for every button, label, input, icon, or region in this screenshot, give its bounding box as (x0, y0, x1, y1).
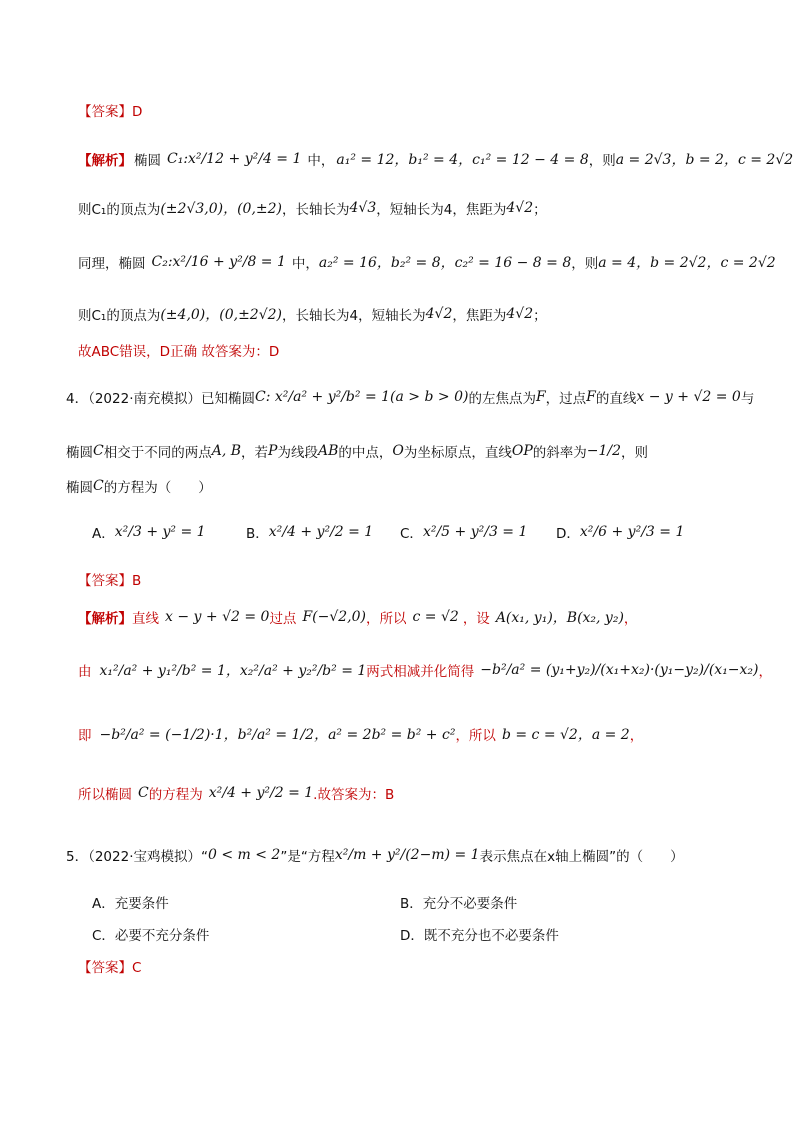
q4-solution-line-4 (78, 780, 394, 806)
option-expr: x²/3 + y² = 1 (114, 524, 206, 540)
q4-stem-line-2 (66, 438, 648, 464)
math-expr: (±2√3,0)，(0,±2) (160, 201, 283, 217)
q4-solution-line-2 (78, 656, 772, 684)
answer-text: 【答案】D (78, 104, 143, 120)
math-expr: a = 4，b = 2√2，c = 2√2 (598, 255, 776, 271)
text: 的直线 (595, 391, 637, 407)
text: ； (533, 308, 547, 324)
text: ， (623, 611, 638, 627)
solution-line-3 (78, 250, 776, 274)
text: 为线段 (277, 445, 318, 461)
text: 中， (291, 256, 319, 272)
text: ，长轴长为4，短轴长为 (282, 308, 426, 324)
q4-option-d[interactable] (556, 522, 684, 542)
text: ，长轴长为 (282, 202, 350, 218)
solution-tag: 【解析】 (78, 611, 132, 627)
math-expr: 4√3 (349, 200, 377, 216)
answer-q3 (78, 100, 142, 120)
q5-option-b[interactable] (400, 892, 517, 912)
q4-solution-line-1 (78, 604, 637, 630)
math-var: O (392, 443, 404, 459)
math-expr: x²/m + y²/(2−m) = 1 (334, 847, 480, 863)
math-expr: F(−√2,0) (302, 609, 366, 625)
solution-line-4 (78, 302, 547, 326)
answer-q5 (78, 956, 141, 976)
math-expr: 4√2 (506, 306, 534, 322)
text: 4．（2022·南充模拟）已知椭圆 (66, 391, 255, 407)
text: 则C₁的顶点为 (78, 202, 161, 218)
text: ，短轴长为4，焦距为 (376, 202, 507, 218)
math-expr: −1/2 (586, 443, 622, 459)
text: ”是“方程 (280, 849, 335, 865)
math-expr: x₁²/a² + y₁²/b² = 1，x₂²/a² + y₂²/b² = 1 (99, 663, 367, 679)
q4-stem-line-3 (66, 474, 212, 498)
text: 为坐标原点，直线 (403, 445, 512, 461)
answer-text: 【答案】B (78, 573, 142, 589)
option-expr: x²/6 + y²/3 = 1 (579, 524, 685, 540)
text: ， (629, 728, 644, 744)
math-expr: −b²/a² = (−1/2)·1，b²/a² = 1/2，a² = 2b² = b² + c² (99, 727, 456, 743)
math-expr: x²/4 + y²/2 = 1 (208, 785, 314, 801)
math-var: AB (317, 443, 339, 459)
math-var: C (93, 443, 104, 459)
text: 过点 (269, 611, 297, 627)
math-var: C (138, 785, 149, 801)
text: 中， (307, 153, 335, 169)
option-expr: x²/5 + y²/3 = 1 (422, 524, 528, 540)
text: 的斜率为 (532, 445, 587, 461)
math-expr: 4√2 (506, 200, 534, 216)
math-var: C (93, 478, 104, 494)
q4-option-a[interactable] (92, 522, 206, 542)
text: 两式相减并化简得 (366, 664, 475, 680)
text: 则C₁的顶点为 (78, 308, 161, 324)
math-expr: 4√2 (425, 306, 453, 322)
text: 同理，椭圆 (78, 256, 146, 272)
text: .故答案为：B (313, 787, 395, 803)
text: ，过点 (545, 391, 587, 407)
text: ，设 (462, 611, 490, 627)
text: 椭圆 (66, 480, 93, 496)
q5-option-d[interactable] (400, 924, 559, 944)
math-expr: a₁² = 12，b₁² = 4，c₁² = 12 − 4 = 8 (336, 152, 589, 168)
text: ； (533, 202, 547, 218)
text: 的方程为（ ） (103, 480, 212, 496)
text: 椭圆 (66, 445, 93, 461)
math-expr: b = c = √2，a = 2 (501, 727, 630, 743)
q4-solution-line-3 (78, 720, 643, 748)
q4-stem-line-1 (66, 384, 754, 410)
math-var: OP (511, 443, 533, 459)
solution-tag: 【解析】 (78, 153, 132, 169)
math-expr: (±4,0)，(0,±2√2) (160, 307, 283, 323)
text: ，则 (588, 153, 616, 169)
option-label: C．必要不充分条件 (92, 928, 210, 944)
q5-option-a[interactable] (92, 892, 169, 912)
text: 所以椭圆 (78, 787, 132, 803)
option-label: D． (556, 526, 580, 542)
math-expr: A(x₁, y₁)，B(x₂, y₂) (495, 610, 624, 626)
q5-stem (66, 842, 684, 868)
text: 的中点， (338, 445, 393, 461)
text: ，若 (241, 445, 269, 461)
math-var: F (535, 389, 546, 405)
solution-line-1 (78, 147, 793, 171)
text: ， (758, 664, 773, 680)
text: ，所以 (455, 728, 496, 744)
option-label: A． (92, 526, 115, 542)
solution-conclusion (78, 340, 279, 360)
math-expr: c = √2 (412, 609, 459, 625)
math-expr: 0 < m < 2 (207, 847, 281, 863)
math-expr: C: x²/a² + y²/b² = 1(a > b > 0) (255, 389, 469, 405)
option-label: B．充分不必要条件 (400, 896, 518, 912)
option-label: B． (246, 526, 269, 542)
text: ，则 (571, 256, 599, 272)
text: 椭圆 (134, 153, 161, 169)
text: 的方程为 (148, 787, 203, 803)
answer-text: 【答案】C (78, 960, 142, 976)
option-label: A．充要条件 (92, 896, 169, 912)
math-expr: x − y + √2 = 0 (636, 389, 741, 405)
math-expr: x − y + √2 = 0 (165, 609, 270, 625)
text: 即 (78, 728, 92, 744)
text: 相交于不同的两点 (103, 445, 212, 461)
text: 与 (740, 391, 755, 407)
text: 表示焦点在x轴上椭圆”的（ ） (479, 849, 684, 865)
math-var: F (586, 389, 596, 405)
conclusion-text: 故ABC错误，D正确 故答案为：D (78, 344, 280, 360)
answer-q4 (78, 569, 141, 589)
option-label: C． (400, 526, 423, 542)
math-expr: −b²/a² = (y₁+y₂)/(x₁+x₂)·(y₁−y₂)/(x₁−x₂) (480, 662, 759, 678)
text: 直线 (132, 611, 159, 627)
text: 由 (78, 664, 92, 680)
q5-option-c[interactable] (92, 924, 209, 944)
text: ，焦距为 (452, 308, 507, 324)
text: ，则 (621, 445, 649, 461)
math-expr: a = 2√3，b = 2，c = 2√2 (615, 152, 794, 168)
text: 的左焦点为 (468, 391, 536, 407)
math-expr: C₁:x²/12 + y²/4 = 1 (167, 151, 302, 167)
math-var: A, B (211, 443, 242, 459)
option-label: D．既不充分也不必要条件 (400, 928, 559, 944)
q4-option-b[interactable] (246, 522, 373, 542)
option-expr: x²/4 + y²/2 = 1 (268, 524, 374, 540)
math-expr: a₂² = 16，b₂² = 8，c₂² = 16 − 8 = 8 (318, 255, 572, 271)
math-var: P (268, 443, 278, 459)
q4-option-c[interactable] (400, 522, 527, 542)
text: 5．（2022·宝鸡模拟）“ (66, 849, 208, 865)
solution-line-2 (78, 196, 547, 220)
math-expr: C₂:x²/16 + y²/8 = 1 (151, 254, 286, 270)
text: ，所以 (366, 611, 407, 627)
